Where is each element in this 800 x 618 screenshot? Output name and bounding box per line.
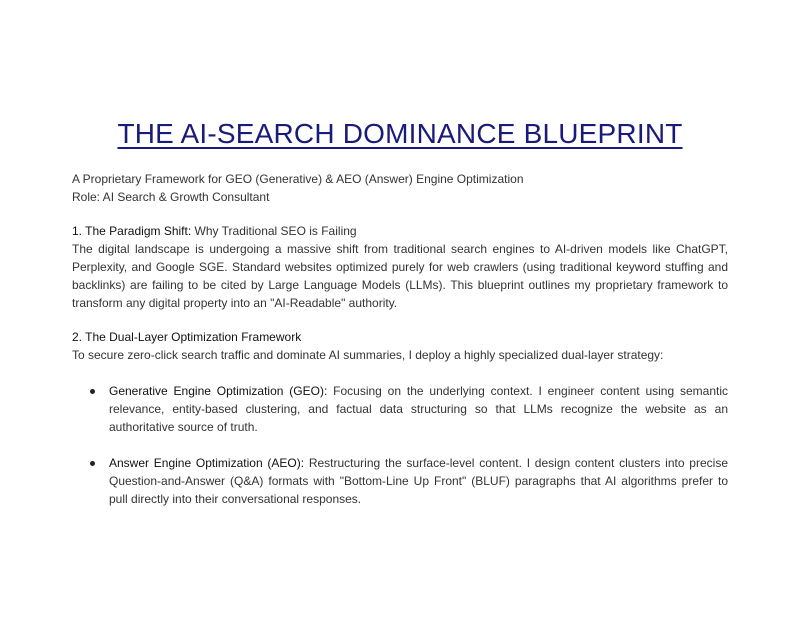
list-item-geo-title: Generative Engine Optimization (GEO): bbox=[109, 384, 328, 398]
section-1-heading-rest: Why Traditional SEO is Failing bbox=[191, 224, 357, 238]
document-body bbox=[72, 170, 728, 508]
list-item-aeo-title: Answer Engine Optimization (AEO): bbox=[109, 456, 305, 470]
section-2-heading-strong: 2. The Dual-Layer Optimization Framework bbox=[72, 330, 302, 344]
bullet-dot-icon bbox=[90, 461, 95, 466]
section-1-paragraph: The digital landscape is undergoing a massive shift from traditional search engines to AI-driven models like ChatGPT, Perplexity, and Google SGE. Standard websites optimized purely for web crawlers (using traditional keyword stuffing and backlinks) are failing to be cited by Large Language Models (LLMs). This blueprint outlines my proprietary framework to transform any digital property into an "AI-Readable" authority. bbox=[72, 242, 728, 310]
section-1-heading bbox=[72, 222, 728, 240]
document-role: Role: AI Search & Growth Consultant bbox=[72, 190, 270, 204]
document-subtitle: A Proprietary Framework for GEO (Generative) & AEO (Answer) Engine Optimization bbox=[72, 172, 524, 186]
list-item-geo-text: Focusing on the underlying context. I engineer content using semantic relevance, entity-based clustering, and factual data structuring so that LLMs recognize the website as an authoritative source of truth. bbox=[109, 384, 728, 434]
list-item-aeo-text: Restructuring the surface-level content. I design content clusters into precise Question-and-Answer (Q&A) formats with "Bottom-Line Up Front" (BLUF) paragraphs that AI algorithms prefer to pull directly into their conversational responses. bbox=[109, 456, 728, 506]
framework-list bbox=[72, 382, 728, 508]
section-1-heading-strong: 1. The Paradigm Shift: bbox=[72, 224, 192, 238]
list-item-geo bbox=[72, 382, 728, 436]
list-item-aeo bbox=[72, 454, 728, 508]
section-2-paragraph: To secure zero-click search traffic and dominate AI summaries, I deploy a highly specialized dual-layer strategy: bbox=[72, 348, 664, 362]
section-2-heading bbox=[72, 328, 728, 346]
bullet-dot-icon bbox=[90, 389, 95, 394]
document-title: THE AI-SEARCH DOMINANCE BLUEPRINT bbox=[117, 118, 683, 149]
